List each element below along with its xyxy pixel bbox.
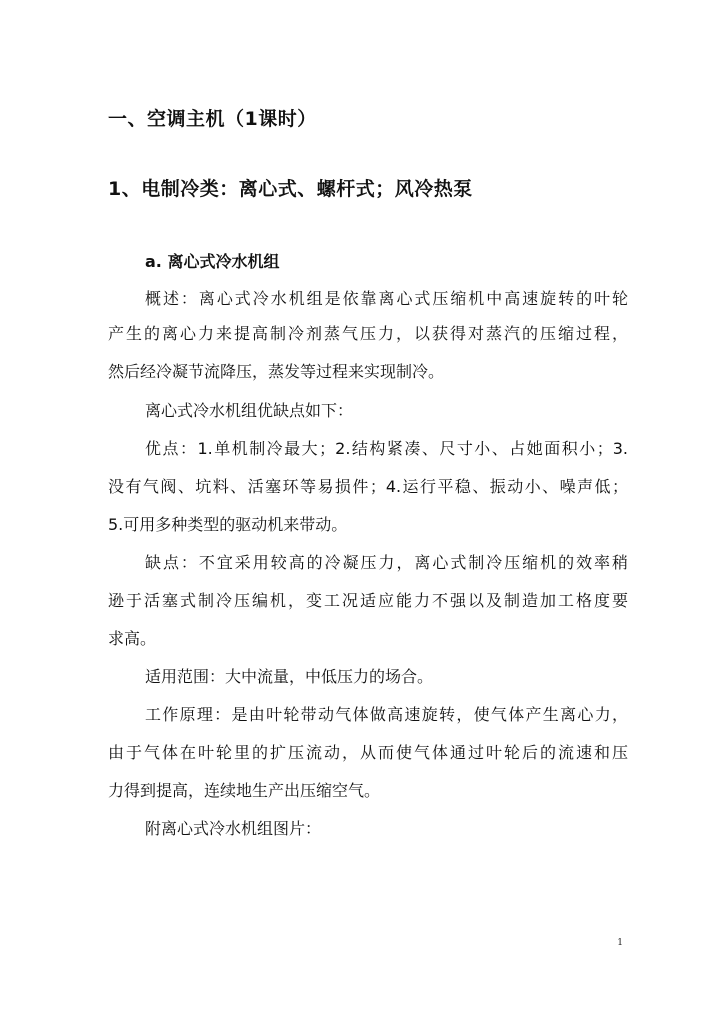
paragraph-advantages-line-2: 没有气阀、坑料、活塞环等易损件；4.运行平稳、振动小、噪声低； bbox=[108, 477, 628, 496]
paragraph-disadvantages-line-1: 缺点：不宜采用较高的冷凝压力，离心式制冷压缩机的效率稍 bbox=[145, 553, 628, 572]
page-number: 1 bbox=[617, 938, 623, 948]
paragraph-disadvantages-line-2: 逊于活塞式制冷压编机，变工况适应能力不强以及制造加工格度要 bbox=[108, 591, 628, 610]
paragraph-overview-line-2: 产生的离心力来提高制冷剂蒸气压力，以获得对蒸汽的压缩过程， bbox=[108, 324, 628, 343]
paragraph-principle-line-2: 由于气体在叶轮里的扩压流动，从而使气体通过叶轮后的流速和压 bbox=[108, 743, 628, 762]
paragraph-advantages-line-3: 5.可用多种类型的驱动机来带动。 bbox=[108, 515, 348, 534]
paragraph-overview-line-1: 概述：离心式冷水机组是依靠离心式压缩机中高速旋转的叶轮 bbox=[145, 289, 628, 308]
paragraph-principle-line-3: 力得到提高，连续地生产出压缩空气。 bbox=[108, 781, 381, 800]
paragraph-advantages-line-1: 优点：1.单机制冷最大；2.结构紧凑、尺寸小、占她面积小；3. bbox=[145, 439, 628, 458]
heading-air-conditioner-host: 一、空调主机（1课时） bbox=[108, 108, 317, 130]
paragraph-principle-line-1: 工作原理：是由叶轮带动气体做高速旋转，使气体产生离心力， bbox=[145, 705, 628, 724]
paragraph-attached-images: 附离心式冷水机组图片： bbox=[145, 819, 322, 838]
paragraph-pros-cons-intro: 离心式冷水机组优缺点如下： bbox=[145, 401, 354, 420]
heading-centrifugal-chiller: a. 离心式冷水机组 bbox=[145, 252, 280, 271]
paragraph-overview-line-3: 然后经冷凝节流降压，蒸发等过程来实现制冷。 bbox=[108, 362, 445, 381]
heading-electric-cooling: 1、电制冷类：离心式、螺杆式；风冷热泵 bbox=[108, 178, 473, 200]
paragraph-scope: 适用范围：大中流量，中低压力的场合。 bbox=[145, 667, 434, 686]
paragraph-disadvantages-line-3: 求高。 bbox=[108, 629, 157, 648]
